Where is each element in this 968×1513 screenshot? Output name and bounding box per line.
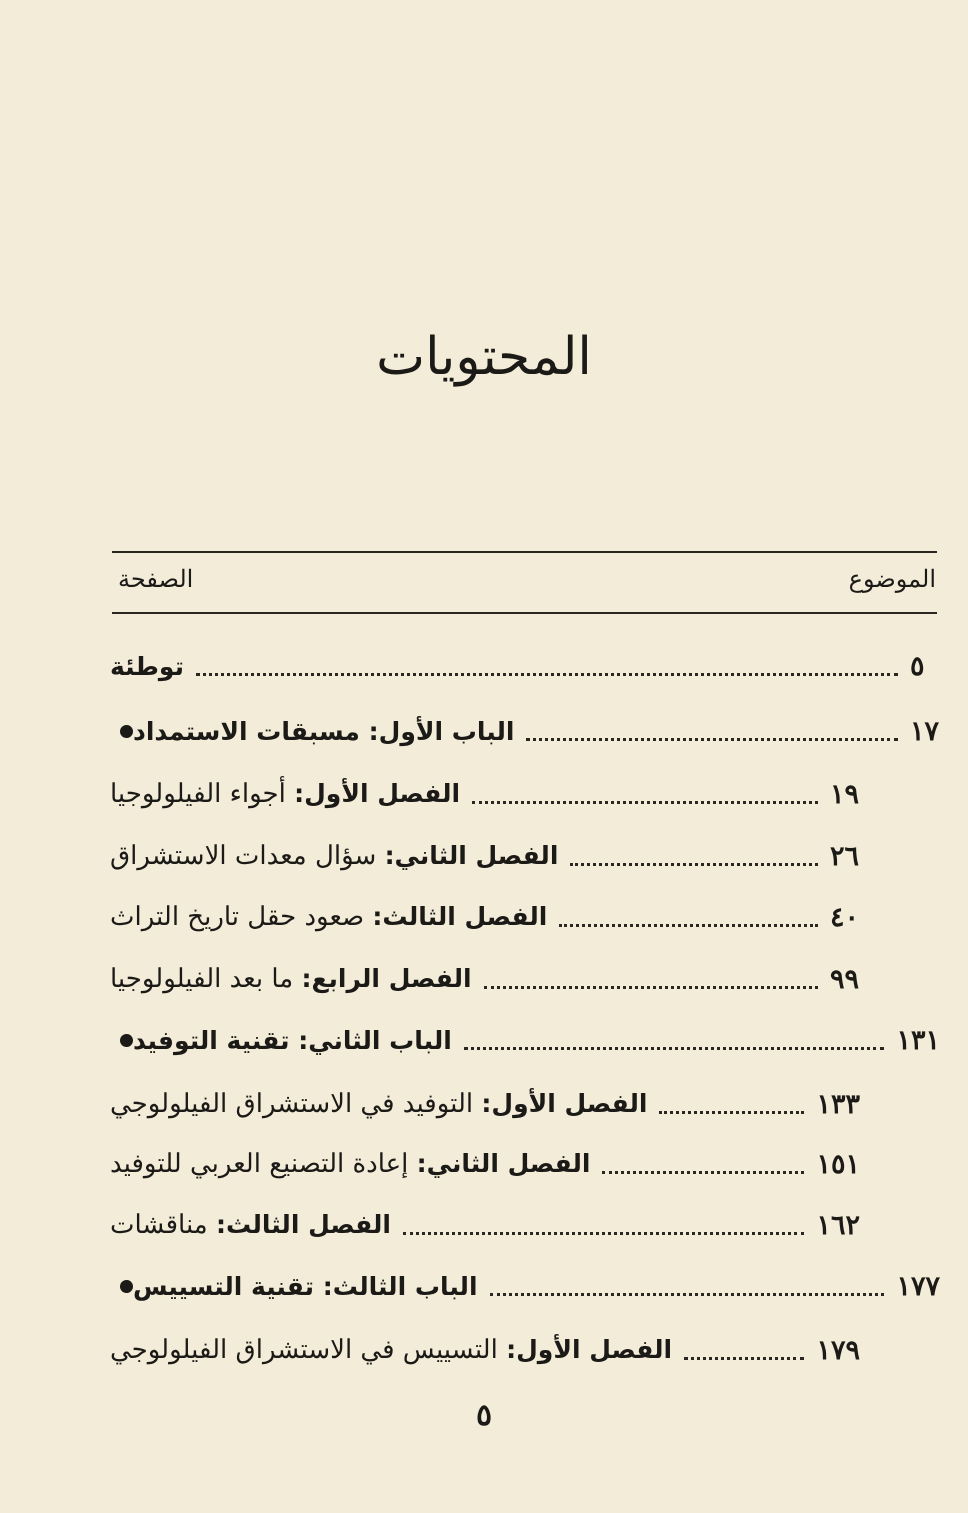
page-title: المحتويات [376, 327, 592, 387]
toc-entry-page: ٥ [910, 650, 925, 682]
toc-entry-title [133, 1026, 452, 1055]
toc-entry-page: ١٩ [830, 778, 860, 810]
dot-leader [684, 1357, 804, 1360]
toc-entry-page: ١٧٩ [816, 1334, 860, 1366]
column-header-subject: الموضوع [848, 565, 936, 593]
toc-entry-page: ١٧ [910, 715, 940, 747]
toc-entry-title [110, 902, 547, 932]
chapter-prefix: الفصل الأول: [294, 779, 461, 808]
part-title: مسبقات الاستمداد [133, 716, 360, 746]
chapter-title: التسييس في الاستشراق الفيلولوجي [110, 1335, 498, 1365]
part-prefix: الباب الثاني: [298, 1025, 452, 1055]
toc-entry-intro [110, 642, 940, 690]
chapter-title: مناقشات [110, 1210, 208, 1240]
toc-entry-page: ١٣٣ [816, 1088, 860, 1120]
chapter-prefix: الفصل الثالث: [372, 902, 548, 931]
header-bottom-rule [112, 612, 937, 614]
chapter-title: صعود حقل تاريخ التراث [110, 902, 365, 932]
toc-entry-title [110, 841, 558, 871]
toc-entry-chapter [110, 955, 860, 1003]
toc-entry-title [110, 1210, 391, 1240]
toc-entry-page: ٤٠ [830, 901, 860, 933]
toc-entry-title [110, 1089, 647, 1119]
toc-entry-chapter [110, 832, 860, 880]
toc-entry-chapter [110, 893, 860, 941]
chapter-prefix: الفصل الأول: [506, 1335, 673, 1364]
toc-entry-title [133, 1272, 478, 1301]
header-top-rule [112, 551, 937, 553]
chapter-prefix: الفصل الثاني: [384, 841, 559, 870]
part-prefix: الباب الثالث: [322, 1271, 478, 1301]
toc-entry-title [133, 717, 514, 746]
toc-entry-title [110, 779, 460, 809]
bullet-icon [120, 725, 133, 738]
chapter-prefix: الفصل الرابع: [301, 964, 472, 993]
toc-entry-page: ٩٩ [830, 963, 860, 995]
toc-entry-chapter [110, 1140, 860, 1188]
dot-leader [472, 801, 818, 804]
toc-entry-chapter [110, 770, 860, 818]
dot-leader [484, 986, 818, 989]
toc-entry-chapter [110, 1201, 860, 1249]
page-number: ٥ [475, 1398, 493, 1433]
chapter-title: أجواء الفيلولوجيا [110, 779, 286, 809]
toc-entry-page: ١٧٧ [896, 1270, 940, 1302]
part-title: تقنية التسييس [133, 1271, 315, 1301]
part-prefix: الباب الأول: [368, 716, 515, 746]
chapter-prefix: الفصل الثالث: [215, 1210, 391, 1239]
toc-entry-part [110, 1016, 940, 1064]
bullet-icon [120, 1034, 133, 1047]
chapter-prefix: الفصل الأول: [481, 1089, 648, 1118]
toc-entry-title [110, 964, 472, 994]
toc-entry-page: ١٦٢ [816, 1209, 860, 1241]
toc-entry-page: ١٣١ [896, 1024, 940, 1056]
chapter-title: ما بعد الفيلولوجيا [110, 964, 294, 994]
dot-leader [490, 1293, 885, 1296]
part-title: تقنية التوفيد [133, 1025, 290, 1055]
toc-entry-part [110, 707, 940, 755]
toc-entry-page: ١٥١ [816, 1148, 860, 1180]
dot-leader [559, 924, 818, 927]
chapter-title: التوفيد في الاستشراق الفيلولوجي [110, 1089, 474, 1119]
dot-leader [403, 1232, 805, 1235]
toc-entry-title: توطئة [110, 651, 184, 681]
bullet-icon [120, 1280, 133, 1293]
chapter-title: سؤال معدات الاستشراق [110, 841, 377, 871]
dot-leader [570, 863, 818, 866]
toc-entry-page: ٢٦ [830, 840, 860, 872]
dot-leader [602, 1171, 804, 1174]
toc-entry-chapter [110, 1080, 860, 1128]
dot-leader [526, 738, 898, 741]
dot-leader [196, 673, 898, 676]
chapter-prefix: الفصل الثاني: [416, 1149, 591, 1178]
dot-leader [659, 1111, 804, 1114]
chapter-title: إعادة التصنيع العربي للتوفيد [110, 1149, 409, 1179]
toc-entry-chapter [110, 1326, 860, 1374]
toc-entry-part [110, 1262, 940, 1310]
dot-leader [464, 1047, 885, 1050]
toc-entry-title [110, 1335, 672, 1365]
column-header-page: الصفحة [118, 565, 194, 593]
toc-entry-title [110, 1149, 590, 1179]
